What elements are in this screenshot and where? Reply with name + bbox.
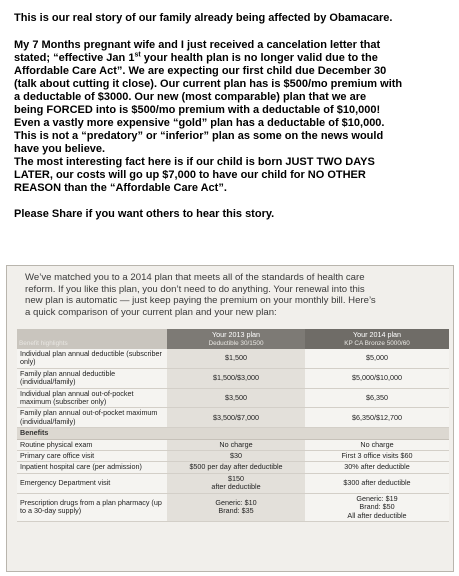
benefit-label: Emergency Department visit (17, 473, 167, 493)
intro-line: a quick comparison of your current plan and your new plan: (25, 306, 277, 318)
share-request: Please Share if you want others to hear this story. (14, 208, 275, 220)
row-label: Family plan annual out-of-pocket maximum (individual/family) (17, 408, 167, 428)
table-row (17, 349, 449, 368)
benefit-2013: $30 (167, 451, 305, 462)
story-line: REASON than the “Affordable Care Act”. (14, 182, 227, 194)
benefit-label: Primary care office visit (17, 451, 167, 462)
story-text-block (14, 12, 450, 221)
story-line: your health plan is no longer valid due to the (140, 52, 378, 64)
table-row (17, 439, 449, 450)
superscript-st: st (134, 51, 141, 59)
header-benefit-highlights: Benefit highlights (17, 329, 167, 349)
table-row (17, 473, 449, 493)
benefits-section-row (17, 428, 449, 439)
value-2013: $3,500/$7,000 (167, 408, 305, 428)
table-row (17, 368, 449, 388)
value-2014: $6,350 (305, 388, 449, 408)
header-2013-plan: Your 2013 plan Deductible 30/1500 (167, 329, 305, 349)
letter-intro (25, 272, 447, 318)
story-line: My 7 Months pregnant wife and I just received a cancelation letter that (14, 39, 381, 51)
table-row (17, 388, 449, 408)
table-header-row (17, 329, 449, 349)
benefit-label: Routine physical exam (17, 439, 167, 450)
intro-line: We’ve matched you to a 2014 plan that meets all of the standards of health care (25, 272, 365, 283)
intro-line: reform. If you like this plan, you don’t need to do anything. Your renewal into this (25, 283, 365, 295)
row-label: Individual plan annual out-of-pocket maximum (subscriber only) (17, 388, 167, 408)
header-2014-plan: Your 2014 plan KP CA Bronze 5000/60 (305, 329, 449, 349)
benefit-2013: $500 per day after deductible (167, 462, 305, 473)
table-row (17, 408, 449, 428)
story-line: Even a vastly more expensive “gold” plan has a deductable of $10,000. (14, 117, 385, 129)
story-line: Affordable Care Act”. We are expecting our first child due December 30 (14, 65, 387, 77)
benefit-2014: 30% after deductible (305, 462, 449, 473)
plan-comparison-table (17, 329, 449, 522)
story-line: a deductable of $3000. Our new (most comparable) plan that we are (14, 91, 367, 103)
benefit-2013: No charge (167, 439, 305, 450)
benefit-label: Inpatient hospital care (per admission) (17, 462, 167, 473)
story-line: have you believe. (14, 143, 106, 155)
insurance-letter-photo (6, 265, 454, 572)
benefit-2014: Generic: $19 Brand: $50 All after deductible (305, 493, 449, 521)
value-2014: $6,350/$12,700 (305, 408, 449, 428)
benefits-heading: Benefits (17, 428, 449, 439)
value-2014: $5,000 (305, 349, 449, 368)
value-2013: $1,500 (167, 349, 305, 368)
story-line: This is not a “predatory” or “inferior” plan as some on the news would (14, 130, 384, 142)
table-body (17, 349, 449, 521)
story-line: being FORCED into is $500/mo premium with a deductable of $10,000! (14, 104, 381, 116)
value-2013: $1,500/$3,000 (167, 368, 305, 388)
table-row (17, 451, 449, 462)
table-row (17, 493, 449, 521)
story-paragraph (14, 39, 450, 195)
story-line: The most interesting fact here is if our child is born JUST TWO DAYS (14, 156, 375, 168)
benefit-2014: No charge (305, 439, 449, 450)
benefit-2014: First 3 office visits $60 (305, 451, 449, 462)
benefit-2013: $150 after deductible (167, 473, 305, 493)
value-2013: $3,500 (167, 388, 305, 408)
story-line: LATER, our costs will go up $7,000 to have our child for NO OTHER (14, 169, 366, 181)
value-2014: $5,000/$10,000 (305, 368, 449, 388)
row-label: Individual plan annual deductible (subscriber only) (17, 349, 167, 368)
benefit-label: Prescription drugs from a plan pharmacy (up to a 30-day supply) (17, 493, 167, 521)
row-label: Family plan annual deductible (individual/family) (17, 368, 167, 388)
benefit-2014: $300 after deductible (305, 473, 449, 493)
story-title: This is our real story of our family already being affected by Obamacare. (14, 12, 393, 24)
story-line: stated; “effective Jan 1 (14, 52, 135, 64)
intro-line: new plan is automatic — just keep paying the premium on your monthly bill. Here’s (25, 295, 376, 306)
story-line: (talk about cutting it close). Our current plan has is $500/mo premium with (14, 78, 403, 90)
table-row (17, 462, 449, 473)
benefit-2013: Generic: $10 Brand: $35 (167, 493, 305, 521)
